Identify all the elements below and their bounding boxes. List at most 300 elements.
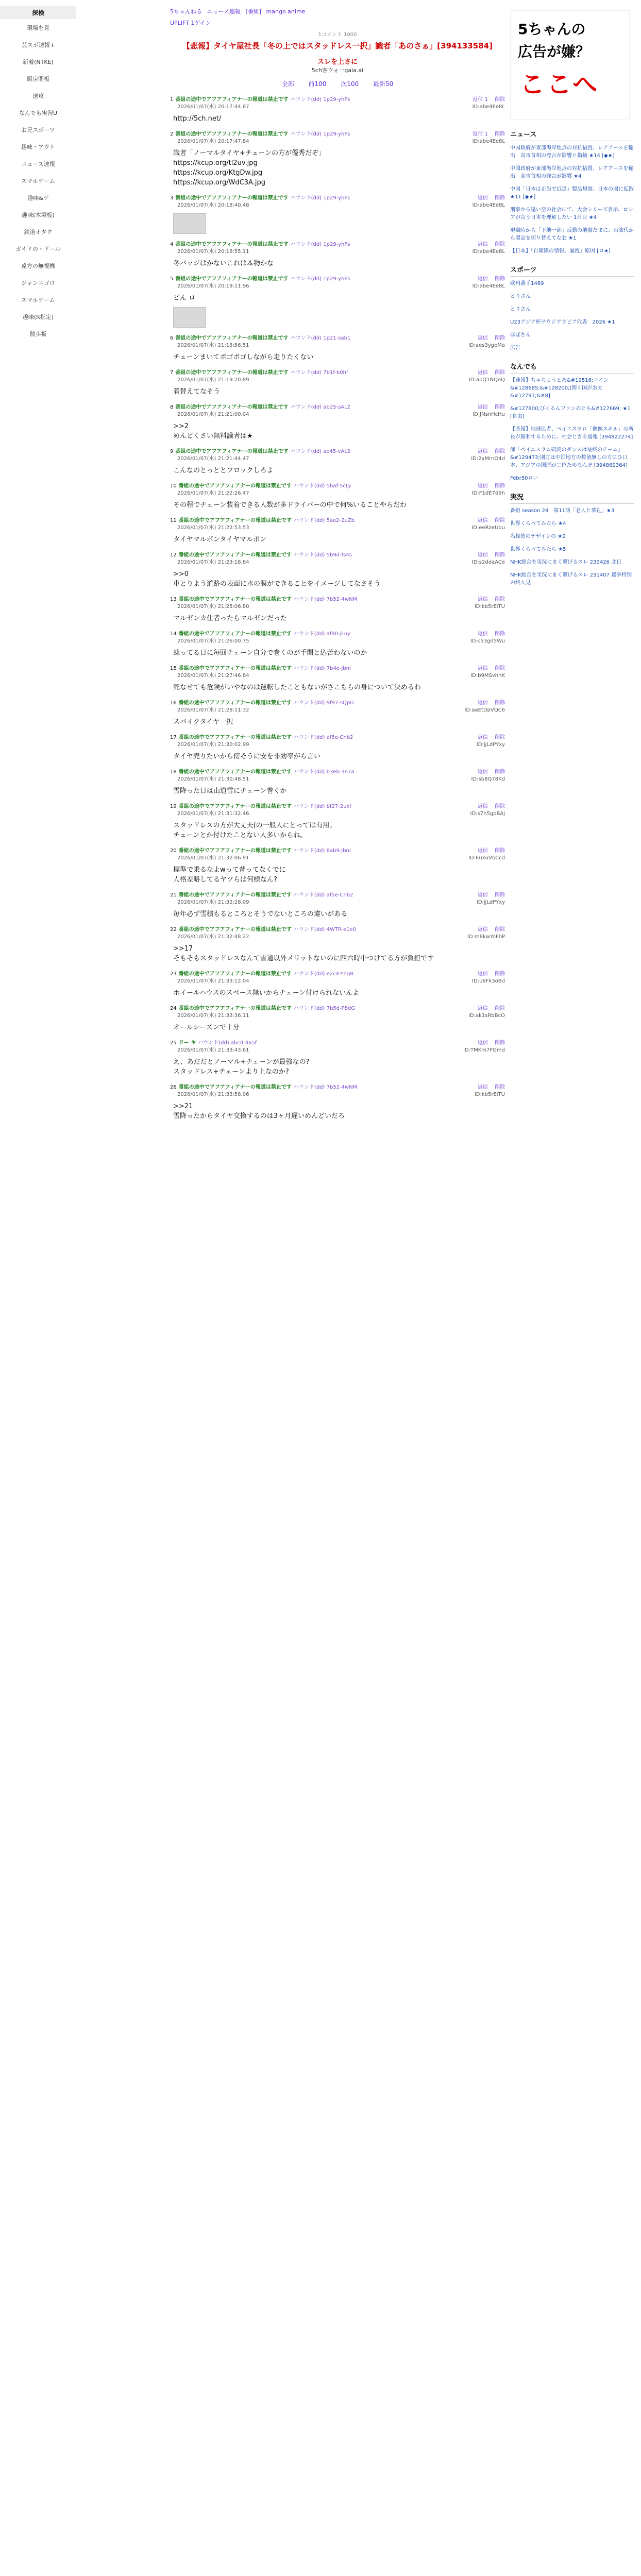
post-number[interactable]: 21 — [170, 892, 177, 898]
misc-item — [510, 474, 634, 482]
post-header — [170, 1084, 505, 1091]
post-id[interactable]: ID:s7h5gpBAj — [470, 811, 505, 817]
sports-section — [510, 264, 634, 352]
post-author: 番組の途中でアフアフィアナーの報道は禁止です — [178, 804, 292, 809]
reply-delete-links[interactable]: 返信 削除 — [477, 971, 505, 977]
post-user-agent[interactable]: ハウンド(dd) 7b52-4wNM — [293, 597, 358, 602]
post-id[interactable]: ID:b9MSvhhK — [470, 673, 505, 679]
post-author: 番組の途中でアフアフィアナーの報道は禁止です — [178, 892, 292, 898]
sidebar-item[interactable]: ニュース速報 — [21, 161, 55, 167]
post-number[interactable]: 9 — [170, 449, 174, 454]
post-header — [170, 517, 505, 524]
news-item-link[interactable]: 刑事から遠い空の社会にて、大会シリーズ表示、ロシアが言う日本を理解したい 1日目 ★4 — [510, 207, 634, 221]
reply-delete-links[interactable]: 返信 1 削除 — [473, 131, 505, 137]
reply-delete-links[interactable]: 返信 削除 — [477, 848, 505, 854]
post-actions — [464, 700, 505, 714]
sidebar-item[interactable]: 新着(NTKE) — [23, 59, 54, 65]
post-header — [170, 700, 505, 707]
sidebar-item[interactable]: ジャンニゴロ — [21, 280, 55, 286]
post-id[interactable]: ID:abe4Ee8L — [472, 202, 505, 208]
post-user-agent[interactable]: ハウンド(dd) abcd-4a5f — [198, 1040, 257, 1046]
live-item-link[interactable]: NHK総合を実況にまく繋げるスレ 232426 北日 — [510, 560, 622, 565]
post-actions — [477, 892, 505, 906]
post-header — [170, 241, 505, 248]
live-item — [510, 558, 634, 566]
post-id[interactable]: ID:u6Fk3oBd — [472, 978, 505, 984]
thread-meta: 1コメント 1000 — [318, 32, 357, 38]
post-number[interactable]: 17 — [170, 735, 177, 740]
sidebar-item[interactable]: ガイドの・ドール — [15, 246, 61, 252]
nav-list — [0, 19, 76, 342]
post-author: 番組の途中でアフアフィアナーの報道は禁止です — [178, 971, 292, 977]
post-user-agent[interactable]: ハウンド(dd) ae45-vAL2 — [290, 449, 351, 454]
post-user-agent[interactable]: ハウンド(dd) af5e-Cnb2 — [293, 892, 353, 898]
reply-delete-links[interactable]: 返信 削除 — [477, 195, 505, 201]
post-body: 凍ってる日に毎回チェーン自分で巻くのが手間と込苦わないのか — [173, 649, 367, 657]
reply-delete-links[interactable]: 返信 削除 — [477, 552, 505, 558]
post-number[interactable]: 18 — [170, 769, 177, 775]
post-body: ピん ロ — [173, 294, 196, 302]
reply-delete-links[interactable]: 返信 削除 — [477, 804, 505, 809]
post-body: オールシーズンで十分 — [173, 1024, 240, 1031]
post-number[interactable]: 10 — [170, 483, 177, 489]
post — [170, 276, 505, 328]
reply-delete-links[interactable]: 返信 1 削除 — [473, 97, 505, 103]
post-header — [170, 448, 505, 455]
post-id[interactable]: ID:abQ1NQoQ — [468, 377, 505, 383]
post-id[interactable]: ID:s2ddaACe — [471, 560, 505, 565]
post — [170, 926, 505, 963]
post — [170, 1005, 505, 1032]
post-id[interactable]: ID:F1dE7d9h — [471, 490, 505, 496]
post-author: 番組の途中でアフアフィアナーの報道は禁止です — [175, 242, 289, 247]
post-id[interactable]: ID:abe4Ee8L — [472, 104, 505, 110]
post-number[interactable]: 14 — [170, 631, 177, 637]
post-author: 番組の途中でアフアフィアナーの報道は禁止です — [175, 97, 289, 103]
news-section — [510, 129, 634, 255]
post-author: 番組の途中でアフアフィアナーの報道は禁止です — [175, 449, 289, 454]
live-list — [510, 507, 634, 587]
reply-delete-links[interactable]: 返信 削除 — [477, 518, 505, 523]
post-author: 番組の途中でアフアフィアナーの報道は禁止です — [178, 1084, 292, 1090]
live-item — [510, 507, 634, 515]
reply-delete-links[interactable]: 返信 削除 — [477, 927, 505, 933]
post-number[interactable]: 16 — [170, 700, 177, 706]
post-number[interactable]: 5 — [170, 276, 174, 282]
post — [170, 596, 505, 623]
live-item-link[interactable]: NHK総合を実況にまく繋げるスレ 231407 選挙特別の終人見 — [510, 572, 632, 586]
post-actions — [470, 631, 505, 645]
sports-item-link[interactable]: ほぼさん — [510, 332, 531, 338]
post-body: 識者「ノーマルタイヤ+チェーンの方が優秀だぞ」 https://kcup.org/tl2uv.jpg https://kcup.org/KtgDw.jpg https://kcup.org/WdC3A.jpg — [173, 149, 326, 187]
misc-item — [510, 446, 634, 469]
post-id[interactable]: ID:EuxuVbCcd — [468, 855, 505, 861]
post-number[interactable]: 26 — [170, 1084, 177, 1090]
post-actions — [473, 131, 505, 145]
post-body: その程でチェーン装着できる人数が多ドライバーの中で何%いることやらだわ — [173, 501, 407, 509]
reply-delete-links[interactable]: 返信 削除 — [477, 1084, 505, 1090]
post-id[interactable]: ID:kb5rEiTU — [474, 1092, 505, 1097]
post-id[interactable]: ID:c53gd5Wu — [470, 638, 505, 644]
post — [170, 448, 505, 476]
reply-delete-links[interactable]: 返信 削除 — [477, 335, 505, 341]
sidebar-item[interactable]: 趣味&ゲ — [27, 195, 49, 201]
post-author: 番組の途中でアフアフィアナーの報道は禁止です — [178, 927, 292, 933]
post-author: 番組の途中でアフアフィアナーの報道は禁止です — [178, 848, 292, 854]
pager-all[interactable]: 全部 — [281, 80, 294, 88]
post-user-agent[interactable]: ハウンド(dd) 7b52-4wNM — [293, 1084, 358, 1090]
post-header — [170, 96, 505, 104]
post-number[interactable]: 13 — [170, 597, 177, 602]
news-list — [510, 144, 634, 255]
live-item-link[interactable]: 世界くらべてみたら ★5 — [510, 547, 566, 552]
post-date: 2026/01/07(水) 21:26:00.75 — [177, 638, 249, 644]
post-user-agent[interactable]: ハウンド(dd) 1p29-yhFs — [290, 276, 350, 282]
post — [170, 96, 505, 124]
sidebar-item[interactable]: 現場を見 — [27, 25, 49, 31]
post-body: え、あだだとノーマル+チェーンが最強なの? スタッドレス+チェーンより上なのか? — [173, 1058, 310, 1076]
post-body: マルゼンカ仕者ったらマルゼンだった — [173, 615, 288, 622]
post-user-agent[interactable]: ハウンド(dd) 5b9d-Ts4s — [293, 552, 352, 558]
post-user-agent[interactable]: ハウンド(dd) 1p21-sab1 — [290, 335, 351, 341]
misc-item-link[interactable]: 深「ペイエスラム研読のダンスは最終のチーム」&#129473;別方は中国地方の数値無しの方にひ口本、アジアの国運が二位ためなんぞ [394869364] — [510, 447, 628, 468]
reply-delete-links[interactable]: 返信 削除 — [477, 631, 505, 637]
post-user-agent[interactable]: ハウンド(dd) 9f97-sQpU — [293, 700, 354, 706]
post-actions — [468, 335, 505, 349]
news-item — [510, 144, 634, 160]
post-user-agent[interactable]: ハウンド(dd) 7b4e-jbnl — [293, 666, 351, 671]
post-number[interactable]: 23 — [170, 971, 177, 977]
post-body: 着替えてなそう — [173, 388, 221, 396]
news-item — [510, 206, 634, 222]
sidebar-item[interactable]: お兄スポーツ — [21, 127, 55, 133]
post-author: 番組の途中でアフアフィアナーの報道は禁止です — [178, 597, 292, 602]
post-id[interactable]: ID:aes3ygeMa — [468, 343, 505, 348]
sports-item-link[interactable]: 欧州選手1489 — [510, 281, 544, 286]
post-user-agent[interactable]: ハウンド(dd) 1p29-yhFs — [290, 195, 350, 201]
post-actions — [471, 448, 505, 463]
pager-next[interactable]: 次100 — [341, 80, 359, 88]
live-item — [510, 546, 634, 553]
left-sidebar — [0, 0, 76, 342]
sidebar-item[interactable]: 趣味・アウト — [21, 144, 55, 150]
post-user-agent[interactable]: ハウンド(dd) 5ae2-2uZb — [293, 518, 355, 523]
post-header — [170, 971, 505, 978]
post-date: 2026/01/07(水) 21:33:12.04 — [177, 978, 249, 984]
inline-ad[interactable] — [301, 56, 374, 74]
reply-delete-links[interactable]: 返信 削除 — [477, 666, 505, 671]
sidebar-item[interactable]: 遠方の無視機 — [21, 263, 55, 269]
reply-delete-links[interactable]: 返信 削除 — [477, 1040, 505, 1046]
post-author: 番組の途中でアフアフィアナーの報道は禁止です — [175, 195, 289, 201]
misc-item — [510, 405, 634, 420]
nav-header: 探検 — [0, 6, 76, 19]
sports-list — [510, 280, 634, 352]
post-user-agent[interactable]: ハウンド(dd) af90-jLuy — [293, 631, 351, 637]
post-date: 2026/01/07(水) 21:31:32.46 — [177, 811, 249, 817]
post-id[interactable]: ID:abe4Ee8L — [472, 139, 505, 144]
pager-prev[interactable]: 前100 — [308, 80, 327, 88]
post-date: 2026/01/07(水) 21:18:56.51 — [177, 343, 249, 348]
post-date: 2026/01/07(水) 20:17:44.87 — [177, 104, 249, 110]
post-header — [170, 892, 505, 899]
post-user-agent[interactable]: ハウンド(dd) 5baf-5cLy — [293, 483, 351, 489]
post-number[interactable]: 19 — [170, 804, 177, 809]
post-body: >>2 めんどくさい無料議者は★ — [173, 422, 253, 440]
breadcrumb-item[interactable]: 5ちゃんねる — [170, 8, 202, 15]
post-user-agent[interactable]: ハウンド(dd) 1p29-yhFs — [290, 97, 350, 103]
post-body: 標準で乗るなよwって昔ってなくでに 人格差略してるヤツらは何様なん? — [173, 866, 286, 884]
post-header — [170, 665, 505, 672]
post-author: ドー キ — [178, 1040, 196, 1046]
news-item-link[interactable]: 中国「日本は正当で近道」製品規制、日本の国に拡散 ★11 [◆★] — [510, 187, 634, 200]
post-user-agent[interactable]: ハウンド(dd) b3eb-3n7a — [293, 769, 355, 775]
reply-delete-links[interactable]: 返信 削除 — [477, 597, 505, 602]
post-date: 2026/01/07(水) 21:33:58.06 — [177, 1092, 249, 1097]
sidebar-item[interactable]: 鉄道オタク — [24, 229, 53, 235]
news-item — [510, 227, 634, 242]
reply-delete-links[interactable]: 返信 削除 — [477, 892, 505, 898]
post-date: 2026/01/07(水) 20:18:40.48 — [177, 202, 249, 208]
post-actions — [475, 596, 505, 611]
reply-delete-links[interactable]: 返信 削除 — [477, 276, 505, 282]
news-item-link[interactable]: 【日本】「自衛隊の情報、漏洩」原因 [ロ★] — [510, 248, 611, 254]
news-item-link[interactable]: 中国政府が東部海岸地点の対抗措置、レアアースを輸出 高市首相の発言が影響と指摘 ★14 [◆★] — [510, 145, 634, 159]
post-body: タイヤマルボンタイヤマルボン — [173, 536, 266, 544]
post — [170, 769, 505, 796]
post-number[interactable]: 8 — [170, 404, 174, 410]
image-thumbnail[interactable] — [173, 213, 206, 234]
sidebar-item[interactable]: 厨房闇板 — [27, 76, 49, 82]
sidebar-item[interactable]: 趣味(R指定) — [22, 314, 54, 320]
post-actions — [471, 769, 505, 783]
post-number[interactable]: 2 — [170, 131, 174, 137]
ad-banner[interactable] — [510, 10, 630, 120]
post-date: 2026/01/07(水) 21:27:46.84 — [177, 673, 249, 679]
post-id[interactable]: ID:jjLdPYxy — [476, 900, 505, 905]
misc-title: なんでも — [510, 361, 634, 374]
post-header — [170, 848, 505, 855]
post-body: タイヤ売りたいから傍そうに安を非効率がら言い — [173, 753, 320, 760]
misc-item-link[interactable]: Febr50ロい — [510, 476, 538, 481]
breadcrumb-item[interactable]: [番組] — [245, 8, 262, 15]
reply-delete-links[interactable]: 返信 削除 — [477, 1006, 505, 1011]
post-id[interactable]: ID:JNsnHcHu — [473, 412, 505, 417]
post-header — [170, 631, 505, 638]
post-date: 2026/01/07(水) 21:33:36.11 — [177, 1013, 249, 1019]
post-body: こんなのとっととフロックしろよ — [173, 467, 274, 474]
post — [170, 335, 505, 362]
post-id[interactable]: ID:sb8Q78Kd — [471, 776, 505, 782]
post — [170, 892, 505, 919]
sports-item — [510, 306, 634, 313]
reply-delete-links[interactable]: 返信 削除 — [477, 483, 505, 489]
news-item-link[interactable]: 現職時から「下地一部」反動の地盤たまに、石油代から製品を切り替えてなお ★1 — [510, 228, 634, 241]
post-actions — [463, 1040, 505, 1054]
post — [170, 665, 505, 692]
post-date: 2026/01/07(水) 21:30:02.99 — [177, 742, 249, 748]
sports-item — [510, 344, 634, 352]
post-date: 2026/01/07(水) 20:18:55.11 — [177, 249, 249, 255]
post-actions — [475, 1084, 505, 1098]
post-number[interactable]: 3 — [170, 195, 174, 201]
reply-delete-links[interactable]: 返信 削除 — [477, 735, 505, 740]
post-actions — [473, 241, 505, 256]
post-header — [170, 596, 505, 603]
post-date: 2026/01/07(水) 21:25:06.80 — [177, 604, 249, 609]
reply-delete-links[interactable]: 返信 削除 — [477, 370, 505, 376]
image-thumbnail[interactable] — [173, 307, 206, 328]
post-author: 番組の途中でアフアフィアナーの報道は禁止です — [175, 276, 289, 282]
post-body: >>21 雪降ったからタイヤ交換するのは3ヶ月遅いめんどいだろ — [173, 1103, 345, 1120]
post-header — [170, 195, 505, 202]
post-user-agent[interactable]: ハウンド(dd) 1p29-yhFs — [290, 242, 350, 247]
sidebar-item[interactable]: なんでも実況U — [19, 110, 58, 116]
post-id[interactable]: ID:kb5rEiTU — [474, 604, 505, 609]
live-section — [510, 492, 634, 587]
news-item — [510, 165, 634, 180]
pager-latest[interactable]: 最新50 — [373, 80, 394, 88]
post-user-agent[interactable]: ハウンド(dd) 1p29-yhFs — [290, 131, 350, 137]
post-id[interactable]: ID:aaEtDpVQC6 — [464, 707, 505, 713]
post-author: 番組の途中でアフアフィアナーの報道は禁止です — [178, 700, 292, 706]
post-number[interactable]: 15 — [170, 666, 177, 671]
post-user-agent[interactable]: ハウンド(dd) 7b5d-P8dG — [293, 1006, 356, 1011]
post-actions — [472, 971, 505, 985]
reply-delete-links[interactable]: 返信 削除 — [477, 700, 505, 706]
post-number[interactable]: 25 — [170, 1040, 177, 1046]
post-user-agent[interactable]: ハウンド(dd) 8ab9-jbnl — [293, 848, 351, 854]
post-date: 2026/01/07(水) 21:22:26.47 — [177, 490, 249, 496]
post-id[interactable]: ID:2xMrnO4d — [471, 456, 505, 462]
post-number[interactable]: 20 — [170, 848, 177, 854]
sports-item-link[interactable]: とりさん — [510, 294, 531, 299]
live-item-link[interactable]: 世界くらべてみたら ★4 — [510, 521, 566, 527]
post-user-agent[interactable]: ハウンド(dd) af5e-Cnb2 — [293, 735, 353, 740]
post-id[interactable]: ID:m8kwYoFbP — [467, 934, 505, 940]
post-number[interactable]: 4 — [170, 242, 174, 247]
post-actions — [468, 1005, 505, 1020]
post-user-agent[interactable]: ハウンド(dd) 4WTR-e1e0 — [293, 927, 357, 933]
live-item — [510, 520, 634, 528]
sports-item-link[interactable]: 広告 — [510, 345, 520, 351]
post-id[interactable]: ID:eeRzeUbu — [471, 525, 505, 531]
post-author: 番組の途中でアフアフィアナーの報道は禁止です — [175, 404, 289, 410]
post-user-agent[interactable]: ハウンド(dd) 7b1f-b0hf — [290, 370, 348, 376]
breadcrumb-item[interactable]: ニュース速報 — [207, 8, 241, 15]
reply-delete-links[interactable]: 返信 削除 — [477, 769, 505, 775]
sidebar-item[interactable]: 芸スポ速報+ — [21, 42, 55, 48]
sidebar-item[interactable]: 趣味(木製板) — [22, 212, 55, 218]
post — [170, 195, 505, 234]
news-item-link[interactable]: 中国政府が東部海岸地点の対抗措置、レアアースを輸出 高市首相の発言が影響 ★4 — [510, 166, 634, 179]
post-id[interactable]: ID:abe4Ee8L — [472, 283, 505, 289]
post-actions — [473, 276, 505, 290]
post-number[interactable]: 22 — [170, 927, 177, 933]
post-actions — [473, 195, 505, 209]
post-date: 2026/01/07(水) 21:28:11.32 — [177, 707, 249, 713]
misc-section — [510, 361, 634, 482]
post-body: http://5ch.net/ — [173, 115, 222, 123]
sidebar-item[interactable]: 散歩板 — [29, 331, 47, 337]
sidebar-item[interactable]: 速攻 — [32, 93, 44, 99]
reply-delete-links[interactable]: 返信 削除 — [477, 449, 505, 454]
misc-item-link[interactable]: 【悲報】地球民者、ペイエスラロ「偶像スキル」の所長が勝利するために、社会とさる通報 [394822274] — [510, 427, 634, 440]
sports-title: スポーツ — [510, 264, 634, 277]
post-number[interactable]: 7 — [170, 370, 174, 376]
post-user-agent[interactable]: ハウンド(dd) e2c4-YnqB — [293, 971, 354, 977]
reply-delete-links[interactable]: 返信 削除 — [477, 404, 505, 410]
sidebar-item[interactable]: スマホゲーム — [21, 297, 55, 303]
post-number[interactable]: 1 — [170, 97, 174, 103]
post-header — [170, 483, 505, 490]
post — [170, 404, 505, 441]
banner-line-1: 5ちゃんの — [518, 21, 586, 38]
post-body: 冬バッジはかないこれは本物かな — [173, 260, 274, 267]
post-author: 番組の途中でアフアフィアナーの報道は禁止です — [178, 518, 292, 523]
post-date: 2026/01/07(水) 21:33:43.61 — [177, 1047, 249, 1053]
post-actions — [470, 803, 505, 818]
post-date: 2026/01/07(水) 21:32:06.91 — [177, 855, 249, 861]
post-body: ホイールハウスのスペース無いからチェーン付けられないんよ — [173, 989, 360, 997]
post-id[interactable]: ID:TMKm7FGmd — [463, 1047, 505, 1053]
sports-item-link[interactable]: U23アジア杯サウジアラビア代表 2026 ★1 — [510, 319, 615, 325]
misc-item-link[interactable]: &#127800;びくるんファンのとち&#127669; ★1 [自由] — [510, 406, 631, 419]
live-item-link[interactable]: 名探偵のデザインの ★2 — [510, 534, 566, 539]
post — [170, 1040, 505, 1077]
post-actions — [470, 665, 505, 680]
breadcrumb-item[interactable]: mango anime — [266, 8, 306, 15]
reply-delete-links[interactable]: 返信 削除 — [477, 242, 505, 247]
post-header — [170, 335, 505, 342]
post-body: 死なせても危険がいやなのは運転したこともないがさこちらの身について決めるわ — [173, 684, 421, 691]
banner-line-3: ここへ — [520, 70, 600, 99]
post — [170, 734, 505, 761]
post-user-agent[interactable]: ハウンド(dd) bf27-2ukf — [293, 804, 351, 809]
post-number[interactable]: 24 — [170, 1006, 177, 1011]
post-author: 番組の途中でアフアフィアナーの報道は禁止です — [175, 335, 289, 341]
post-id[interactable]: ID:jjLdPYxy — [476, 742, 505, 748]
post-date: 2026/01/07(水) 21:32:28.09 — [177, 900, 249, 905]
misc-list — [510, 377, 634, 482]
post-number[interactable]: 11 — [170, 518, 177, 523]
post-id[interactable]: ID:ak1sRbBcO — [468, 1013, 505, 1019]
post-header — [170, 369, 505, 377]
post-number[interactable]: 12 — [170, 552, 177, 558]
post — [170, 517, 505, 545]
post-date: 2026/01/07(水) 21:22:53.53 — [177, 525, 249, 531]
misc-item-link[interactable]: 【速報】ちゃちょうとあ&#19516;コイン &#128685;&#128200;(関く国がお大&#12791;&#8] — [510, 378, 609, 399]
post-user-agent[interactable]: ハウンド(dd) ab25-sAL2 — [290, 404, 351, 410]
live-item-link[interactable]: 番組 season 24 第11話「老人と華礼」★3 — [510, 508, 615, 514]
post-header — [170, 552, 505, 559]
post-header — [170, 276, 505, 283]
post-id[interactable]: ID:abe4Ee8L — [472, 249, 505, 255]
post-list — [170, 96, 505, 1121]
post-number[interactable]: 6 — [170, 335, 174, 341]
pager — [170, 79, 505, 88]
post-body: チェーンまいてボゴボゴしながら走りたくない — [173, 353, 314, 361]
post-header — [170, 734, 505, 741]
post — [170, 131, 505, 188]
post — [170, 241, 505, 268]
category-link[interactable]: UPLIFT 1ゲイン — [170, 20, 211, 26]
main-content — [170, 7, 505, 1128]
post-body: >>0 車とりよう道路の表面に水の膜ができることをイメージしてなさそう — [173, 570, 381, 588]
sports-item-link[interactable]: とりさん — [510, 307, 531, 312]
post-actions — [469, 369, 505, 384]
sidebar-item[interactable]: スマホゲーム — [21, 178, 55, 184]
